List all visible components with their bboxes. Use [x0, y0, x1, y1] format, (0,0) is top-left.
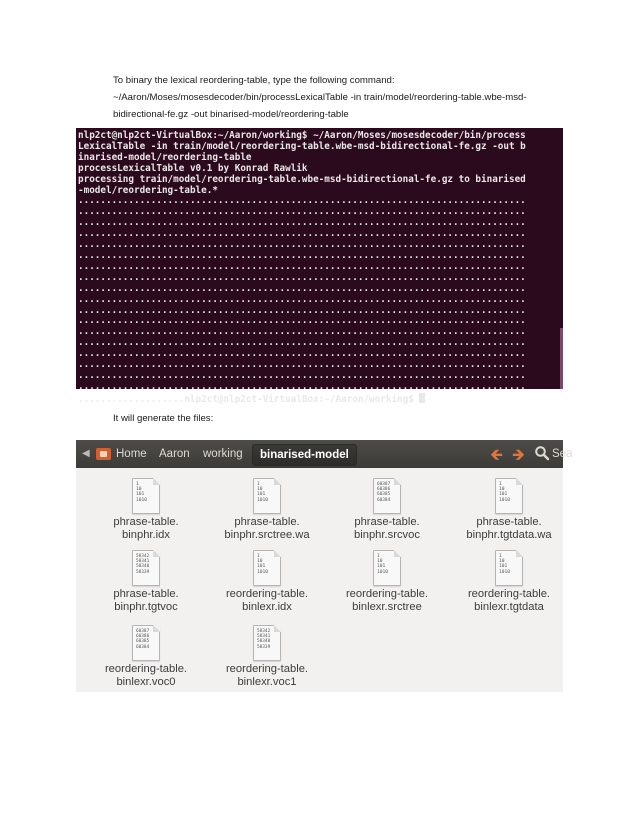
- terminal-dot-line: ................................................................................: [78, 293, 526, 305]
- text-file-icon: [132, 625, 160, 661]
- file-item[interactable]: [327, 550, 447, 616]
- terminal-dot-line: ................................................................................: [78, 228, 526, 240]
- terminal-dot-line: ................................................................................: [78, 217, 526, 229]
- terminal-dot-line: ................................................................................: [78, 315, 526, 327]
- breadcrumb-aaron[interactable]: Aaron: [159, 448, 190, 460]
- terminal-dot-line: ................................................................................: [78, 195, 526, 207]
- file-item[interactable]: [86, 625, 206, 691]
- file-name-line2: binlexr.voc0: [116, 675, 176, 688]
- terminal-progress-dots: [78, 195, 526, 391]
- file-name-line2: binphr.srcvoc: [354, 528, 420, 541]
- forward-arrow-icon[interactable]: 🡺: [512, 447, 525, 464]
- file-item[interactable]: [86, 550, 206, 616]
- terminal-dot-line: ................................................................................: [78, 249, 526, 261]
- file-name-line1: phrase-table.: [113, 588, 179, 600]
- terminal-prompt-line: nlp2ct@nlp2ct-VirtualBox:~/Aaron/working$ ~/Aaron/Moses/mosesdecoder/bin/process: [78, 130, 526, 141]
- file-name-line2: binlexr.idx: [242, 600, 292, 613]
- file-name-line1: reordering-table.: [225, 663, 309, 675]
- terminal-dot-line: ................................................................................: [78, 282, 526, 294]
- file-name-line2: binphr.srctree.wa: [224, 528, 310, 541]
- intro-text: To binary the lexical reordering-table, type the following command:: [113, 75, 395, 86]
- file-preview-text: 1 10 101 1010: [136, 482, 148, 503]
- file-name: [207, 663, 327, 688]
- file-name: [449, 516, 569, 541]
- file-name-line1: reordering-table.: [467, 588, 551, 600]
- file-name-line1: phrase-table.: [113, 516, 179, 528]
- terminal-dot-line: ................................................................................: [78, 359, 526, 371]
- text-file-icon: [495, 550, 523, 586]
- breadcrumb-home[interactable]: Home: [116, 448, 147, 460]
- text-file-icon: [373, 550, 401, 586]
- terminal-dot-line: ................................................................................: [78, 326, 526, 338]
- terminal-output-line: LexicalTable -in train/model/reordering-table.wbe-msd-bidirectional-fe.gz -out b: [78, 140, 526, 152]
- breadcrumb-binarised-model[interactable]: binarised-model: [252, 444, 357, 466]
- file-preview-text: 1 10 101 1010: [499, 482, 511, 503]
- file-name: [86, 588, 206, 613]
- terminal-output-line: -model/reordering-table.*: [78, 184, 218, 196]
- file-item[interactable]: [449, 478, 569, 544]
- file-name-line2: binlexr.voc1: [237, 675, 297, 688]
- file-name-line1: phrase-table.: [234, 516, 300, 528]
- file-manager-toolbar: [76, 440, 573, 468]
- terminal-scrollbar[interactable]: [560, 328, 563, 389]
- file-preview-text: 1 10 101 1010: [499, 554, 511, 575]
- file-name-line2: binphr.tgtvoc: [114, 600, 178, 613]
- terminal-dot-line: ................................................................................: [78, 271, 526, 283]
- file-name-line2: binlexr.tgtdata: [474, 600, 544, 613]
- left-chevron-icon[interactable]: ◀: [82, 448, 90, 459]
- file-manager-screenshot: [76, 440, 573, 692]
- file-name: [207, 516, 327, 541]
- text-file-icon: [253, 478, 281, 514]
- file-name-line2: binphr.tgtdata.wa: [466, 528, 552, 541]
- file-name-line1: reordering-table.: [225, 588, 309, 600]
- file-preview-text: 1 10 101 1010: [257, 554, 269, 575]
- instruction-paragraph: [113, 72, 563, 123]
- file-name-line2: binlexr.srctree: [352, 600, 422, 613]
- file-item[interactable]: [86, 478, 206, 544]
- terminal-output-line: processLexicalTable v0.1 by Konrad Rawlik: [78, 162, 308, 174]
- file-name: [207, 588, 327, 613]
- terminal-dot-line: ................................................................................: [78, 260, 526, 272]
- terminal-dot-line: ................................................................................: [78, 337, 526, 349]
- terminal-dot-line: ................................................................................: [78, 369, 526, 381]
- terminal-cursor: [419, 393, 425, 403]
- file-name: [327, 588, 447, 613]
- terminal-dot-line: ................................................................................: [78, 206, 526, 218]
- file-name-line1: reordering-table.: [345, 588, 429, 600]
- file-preview-text: 1 10 101 1010: [377, 554, 389, 575]
- text-file-icon: [253, 550, 281, 586]
- generate-paragraph: It will generate the files:: [113, 413, 214, 424]
- file-preview-text: 58342 58341 58340 58339: [257, 629, 271, 650]
- home-folder-icon: [96, 448, 111, 460]
- terminal-dot-line: ................................................................................: [78, 239, 526, 251]
- file-name-line1: phrase-table.: [476, 516, 542, 528]
- file-item[interactable]: [327, 478, 447, 544]
- text-file-icon: [132, 550, 160, 586]
- command-text: ~/Aaron/Moses/mosesdecoder/bin/processLexicalTable -in train/model/reordering-table.wbe-msd-bidirectional-fe.gz -out binarised-model/reordering-table: [113, 92, 527, 120]
- file-preview-text: 1 10 101 1010: [257, 482, 269, 503]
- text-file-icon: [253, 625, 281, 661]
- file-item[interactable]: [449, 550, 569, 616]
- terminal-screenshot: [76, 128, 563, 405]
- terminal-output-lines: [78, 141, 526, 196]
- file-name: [86, 663, 206, 688]
- search-icon[interactable]: [534, 445, 550, 461]
- terminal-final-line: ...................nlp2ct@nlp2ct-VirtualBox:~/Aaron/working$: [78, 393, 420, 405]
- text-file-icon: [132, 478, 160, 514]
- text-file-icon: [495, 478, 523, 514]
- terminal-output: [76, 128, 563, 406]
- terminal-dot-line: ................................................................................: [78, 348, 526, 360]
- file-preview-text: 60387 60386 60385 60384: [136, 629, 150, 650]
- file-item[interactable]: [207, 478, 327, 544]
- file-name: [449, 588, 569, 613]
- file-preview-text: 58342 58341 58340 58339: [136, 554, 150, 575]
- terminal-output-line: processing train/model/reordering-table.wbe-msd-bidirectional-fe.gz to binarised: [78, 173, 526, 185]
- file-name-line2: binphr.idx: [122, 528, 170, 541]
- breadcrumb-working[interactable]: working: [203, 448, 243, 460]
- file-preview-text: 60387 60386 60385 60384: [377, 482, 391, 503]
- terminal-dot-line: ................................................................................: [78, 380, 526, 392]
- file-item[interactable]: [207, 550, 327, 616]
- file-name: [327, 516, 447, 541]
- terminal-output-line: inarised-model/reordering-table: [78, 151, 252, 163]
- back-arrow-icon[interactable]: 🡸: [490, 447, 503, 464]
- search-label: Sea: [552, 448, 573, 460]
- file-name-line1: reordering-table.: [104, 663, 188, 675]
- terminal-dot-line: ................................................................................: [78, 304, 526, 316]
- text-file-icon: [373, 478, 401, 514]
- file-name-line1: phrase-table.: [354, 516, 420, 528]
- file-name: [86, 516, 206, 541]
- file-item[interactable]: [207, 625, 327, 691]
